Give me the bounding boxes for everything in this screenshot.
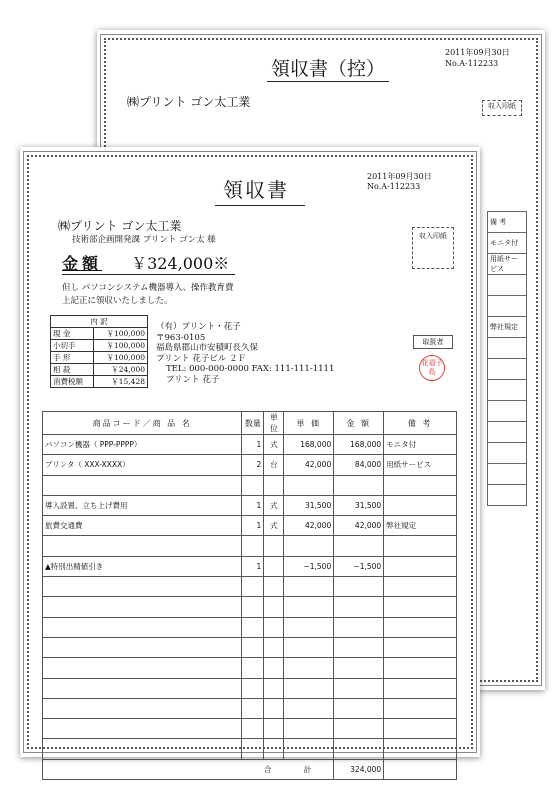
handler-box — [413, 335, 453, 349]
item-unit-price — [284, 577, 334, 597]
item-qty — [242, 739, 264, 759]
item-amount — [334, 719, 384, 739]
item-amount — [334, 678, 384, 698]
copy-remark — [488, 275, 527, 296]
seal-text: 花福子島 — [421, 359, 443, 376]
item-name — [43, 739, 242, 759]
item-unit — [264, 597, 284, 617]
breakdown-label: 消費税額 — [51, 376, 94, 388]
copy-number: No.A-112233 — [445, 59, 499, 68]
item-unit-price — [284, 617, 334, 637]
table-row — [43, 577, 457, 597]
issue-date: 2011年09月30日 — [367, 172, 432, 181]
item-name — [43, 536, 242, 556]
items-header-row — [43, 412, 457, 435]
table-row — [43, 678, 457, 698]
item-amount: 31,500 — [334, 495, 384, 515]
item-qty: 1 — [242, 435, 264, 455]
item-amount — [334, 577, 384, 597]
copy-remarks-column — [487, 211, 527, 506]
amount-row — [62, 251, 235, 275]
item-amount: 42,000 — [334, 516, 384, 536]
item-qty: 1 — [242, 516, 264, 536]
breakdown-label: 手 形 — [51, 352, 94, 364]
item-unit-price — [284, 739, 334, 759]
copy-date: 2011年09月30日 — [445, 48, 510, 57]
table-row — [43, 455, 457, 475]
item-name — [43, 475, 242, 495]
issuer-postal: 〒963-0105 — [156, 332, 206, 343]
table-row — [43, 698, 457, 718]
breakdown-table — [50, 315, 148, 388]
table-row — [43, 637, 457, 657]
item-qty: 2 — [242, 455, 264, 475]
item-unit — [264, 698, 284, 718]
item-unit-price: 31,500 — [284, 495, 334, 515]
breakdown-value: ￥100,000 — [94, 340, 148, 352]
receipt-number: No.A-112233 — [367, 182, 421, 191]
amount-value: ￥324,000※ — [131, 254, 230, 273]
item-remarks — [384, 719, 457, 739]
item-qty — [242, 678, 264, 698]
item-remarks — [384, 577, 457, 597]
header-remarks: 備 考 — [384, 412, 457, 435]
item-amount — [334, 637, 384, 657]
item-remarks — [384, 678, 457, 698]
item-unit-price — [284, 698, 334, 718]
item-name — [43, 637, 242, 657]
copy-remark: 用紙サービス — [488, 254, 527, 275]
item-unit — [264, 678, 284, 698]
item-unit: 式 — [264, 516, 284, 536]
item-amount — [334, 698, 384, 718]
item-name — [43, 617, 242, 637]
total-label-b: 計 — [303, 764, 312, 774]
item-name: ▲特別出精値引き — [43, 556, 242, 576]
header-unit: 単位 — [264, 412, 284, 435]
total-label-a: 合 — [263, 764, 272, 774]
item-unit — [264, 556, 284, 576]
copy-remarks-header: 備 考 — [488, 212, 527, 233]
item-remarks — [384, 617, 457, 637]
copy-stamp-box — [482, 100, 522, 116]
item-name — [43, 698, 242, 718]
item-unit — [264, 577, 284, 597]
item-remarks — [384, 495, 457, 515]
item-qty — [242, 597, 264, 617]
item-unit-price — [284, 597, 334, 617]
item-qty — [242, 536, 264, 556]
table-row — [43, 475, 457, 495]
breakdown-label: 相 殺 — [51, 364, 94, 376]
table-row — [43, 536, 457, 556]
issuer-person: プリント 花子 — [166, 374, 220, 385]
item-remarks — [384, 475, 457, 495]
item-unit-price — [284, 658, 334, 678]
item-unit — [264, 719, 284, 739]
breakdown-label: 現 金 — [51, 328, 94, 340]
item-unit-price — [284, 637, 334, 657]
item-qty: 1 — [242, 495, 264, 515]
item-name — [43, 597, 242, 617]
table-row — [43, 739, 457, 759]
item-remarks: モニタ付 — [384, 435, 457, 455]
revenue-stamp-box — [412, 227, 454, 269]
item-qty — [242, 637, 264, 657]
table-row — [43, 617, 457, 637]
item-name — [43, 577, 242, 597]
issuer-block — [156, 322, 334, 385]
table-row — [43, 516, 457, 536]
total-value: 324,000 — [334, 759, 384, 779]
seal-stamp — [419, 355, 445, 381]
recipient-detail: 技術部企画開発課 プリント ゴン太 様 — [72, 235, 216, 245]
total-row — [43, 759, 457, 779]
copy-remark: 弊社規定 — [488, 317, 527, 338]
revenue-stamp-label: 収入印紙 — [419, 232, 447, 240]
item-unit-price: −1,500 — [284, 556, 334, 576]
item-remarks — [384, 658, 457, 678]
item-remarks: 弊社規定 — [384, 516, 457, 536]
breakdown-label: 小切手 — [51, 340, 94, 352]
item-unit-price — [284, 475, 334, 495]
item-unit — [264, 658, 284, 678]
item-name: 導入設置、立ち上げ費用 — [43, 495, 242, 515]
item-qty — [242, 698, 264, 718]
item-unit — [264, 617, 284, 637]
item-remarks — [384, 739, 457, 759]
item-unit-price: 168,000 — [284, 435, 334, 455]
item-qty — [242, 577, 264, 597]
table-row — [43, 495, 457, 515]
copy-title: 領収書（控） — [267, 54, 389, 82]
item-remarks: 用紙サービス — [384, 455, 457, 475]
item-unit: 式 — [264, 495, 284, 515]
item-unit-price — [284, 536, 334, 556]
issuer-address: 福島県郡山市安積町長久保 — [156, 343, 259, 353]
item-amount: 168,000 — [334, 435, 384, 455]
item-qty — [242, 475, 264, 495]
header-product: 商品コード／商 品 名 — [43, 412, 242, 435]
item-amount — [334, 658, 384, 678]
issuer-tel-fax: TEL: 000-000-0000 FAX: 111-111-1111 — [166, 364, 335, 374]
item-unit-price: 42,000 — [284, 516, 334, 536]
item-name: 旅費交通費 — [43, 516, 242, 536]
breakdown-value: ￥100,000 — [94, 352, 148, 364]
copy-company: ㈱プリント ゴン太工業 — [127, 95, 251, 109]
item-name: プリンタ（ XXX-XXXX） — [43, 455, 242, 475]
handler-label: 取扱者 — [422, 338, 444, 346]
item-unit — [264, 475, 284, 495]
item-amount — [334, 597, 384, 617]
header-unit-price: 単 価 — [284, 412, 334, 435]
item-remarks — [384, 597, 457, 617]
receipt-sheet — [20, 147, 480, 774]
header-qty: 数量 — [242, 412, 264, 435]
recipient-company: ㈱プリント ゴン太工業 — [58, 219, 182, 233]
table-row — [43, 556, 457, 576]
item-amount — [334, 739, 384, 759]
table-row — [43, 658, 457, 678]
received-note: 上記正に領収いたしました。 — [62, 296, 173, 306]
item-remarks — [384, 637, 457, 657]
issuer-building: プリント 花子ビル ２Ｆ — [156, 353, 247, 364]
item-amount — [334, 475, 384, 495]
item-unit-price: 42,000 — [284, 455, 334, 475]
breakdown-value: ￥24,000 — [94, 364, 148, 376]
breakdown-value: ￥100,000 — [94, 328, 148, 340]
item-unit-price — [284, 678, 334, 698]
table-row — [43, 597, 457, 617]
receipt-title: 領収書 — [215, 174, 305, 206]
amount-label: 金額 — [62, 254, 103, 273]
item-name: パソコン機器（ PPP-PPPP） — [43, 435, 242, 455]
item-name — [43, 678, 242, 698]
item-qty — [242, 658, 264, 678]
item-amount — [334, 617, 384, 637]
item-amount: 84,000 — [334, 455, 384, 475]
item-remarks — [384, 698, 457, 718]
purpose-note: 但し パソコンシステム機器導入、操作教育費 — [62, 283, 234, 293]
table-row — [43, 719, 457, 739]
item-unit — [264, 739, 284, 759]
item-remarks — [384, 556, 457, 576]
header-amount: 金 額 — [334, 412, 384, 435]
item-unit — [264, 536, 284, 556]
item-qty — [242, 719, 264, 739]
breakdown-value: ￥15,428 — [94, 376, 148, 388]
copy-remark — [488, 296, 527, 317]
item-qty: 1 — [242, 556, 264, 576]
item-unit: 式 — [264, 435, 284, 455]
item-name — [43, 658, 242, 678]
item-name — [43, 719, 242, 739]
item-unit-price — [284, 719, 334, 739]
copy-remark: モニタ付 — [488, 233, 527, 254]
item-qty — [242, 617, 264, 637]
item-unit: 台 — [264, 455, 284, 475]
item-unit — [264, 637, 284, 657]
copy-stamp-label: 収入印紙 — [488, 102, 516, 110]
breakdown-header: 内 訳 — [51, 316, 148, 328]
item-amount — [334, 536, 384, 556]
items-table — [42, 411, 457, 780]
item-remarks — [384, 536, 457, 556]
issuer-name: （有）プリント・花子 — [156, 322, 241, 332]
table-row — [43, 435, 457, 455]
item-amount: −1,500 — [334, 556, 384, 576]
